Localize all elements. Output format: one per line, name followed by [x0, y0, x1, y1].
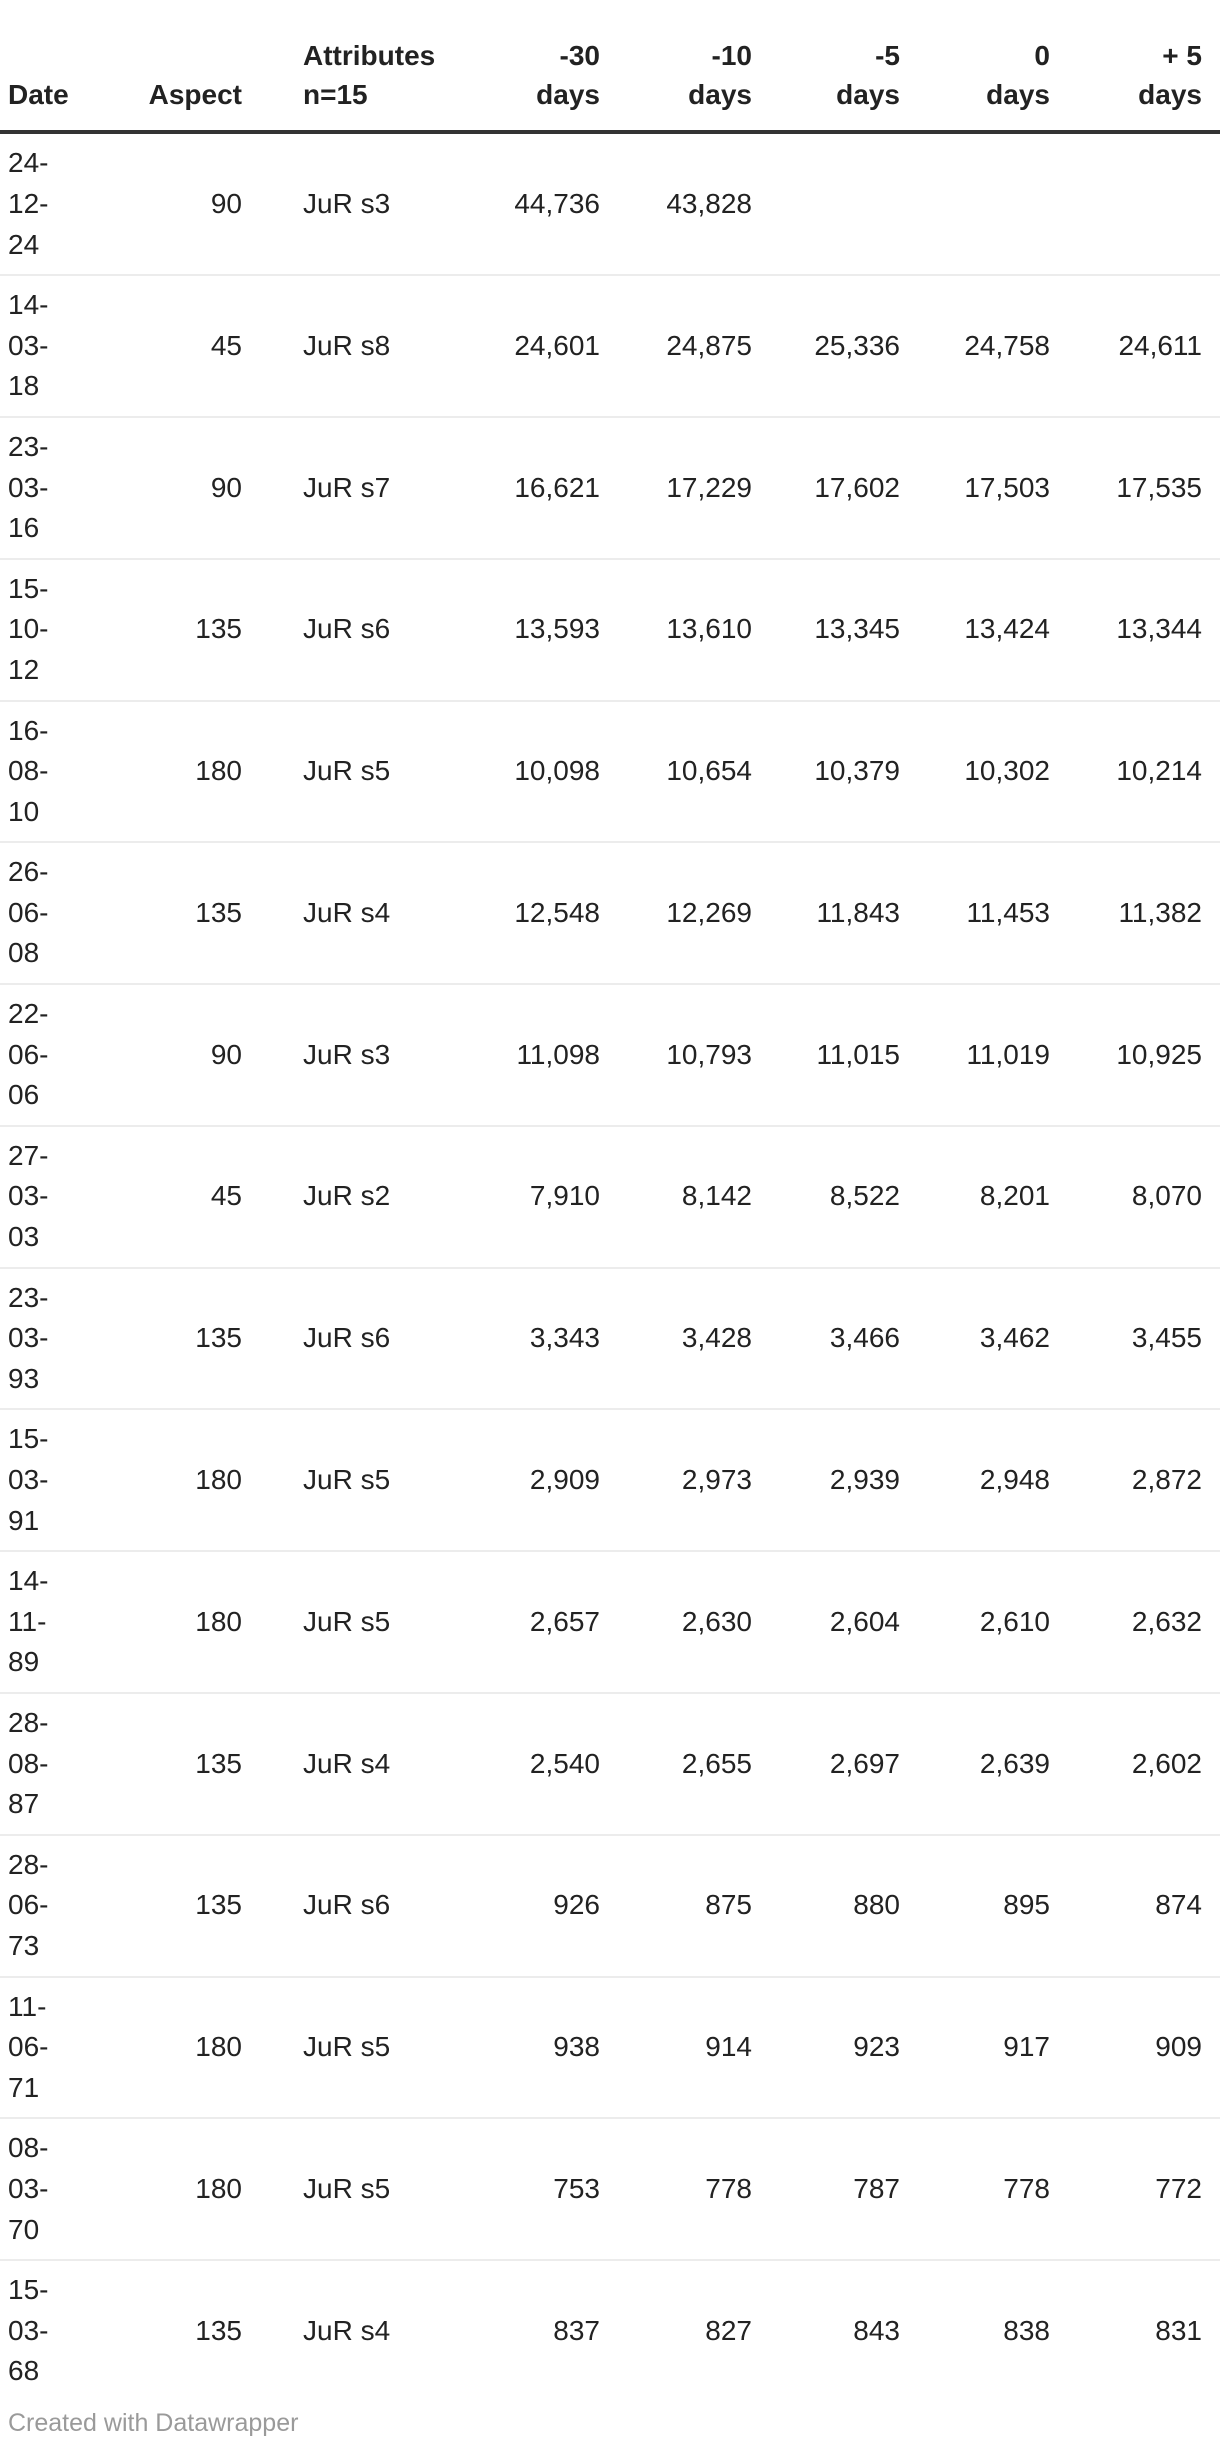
- table-cell-plus5-days: 24,611: [1050, 275, 1220, 417]
- table-cell-minus30-days: 7,910: [460, 1126, 600, 1268]
- table-cell-minus10-days: 3,428: [600, 1268, 752, 1410]
- table-cell-minus30-days: 11,098: [460, 984, 600, 1126]
- table-cell-attributes: JuR s5: [242, 2118, 460, 2260]
- column-header-line: days: [986, 79, 1050, 111]
- table-cell-attributes: JuR s6: [242, 1835, 460, 1977]
- table-row: [0, 1693, 1220, 1835]
- table-row: [0, 559, 1220, 701]
- column-header-line: -10: [711, 40, 752, 71]
- table-cell-aspect: 135: [72, 1268, 242, 1410]
- table-row: [0, 2260, 1220, 2401]
- table-row: [0, 1268, 1220, 1410]
- column-header-minus10-days: [600, 0, 752, 132]
- table-cell-date: 15-03-91: [0, 1409, 72, 1551]
- table-row: [0, 1551, 1220, 1693]
- column-header-line: + 5: [1162, 40, 1202, 71]
- table-cell-date: 15-03-68: [0, 2260, 72, 2401]
- table-cell-aspect: 90: [72, 984, 242, 1126]
- table-cell-attributes: JuR s4: [242, 842, 460, 984]
- table-cell-aspect: 135: [72, 1835, 242, 1977]
- table-cell-date: 22-06-06: [0, 984, 72, 1126]
- table-cell-minus10-days: 778: [600, 2118, 752, 2260]
- table-cell-attributes: JuR s2: [242, 1126, 460, 1268]
- table-cell-date: 16-08-10: [0, 701, 72, 843]
- table-cell-minus10-days: 875: [600, 1835, 752, 1977]
- table-cell-plus5-days: 772: [1050, 2118, 1220, 2260]
- table-cell-minus10-days: 914: [600, 1977, 752, 2119]
- column-header-line: days: [688, 79, 752, 111]
- table-cell-0-days: 2,639: [900, 1693, 1050, 1835]
- table-cell-minus30-days: 12,548: [460, 842, 600, 984]
- table-cell-aspect: 135: [72, 559, 242, 701]
- table-cell-aspect: 135: [72, 1693, 242, 1835]
- table-cell-attributes: JuR s3: [303, 187, 391, 219]
- column-header-line: 0: [1034, 40, 1050, 71]
- table-cell-minus30-days: 753: [460, 2118, 600, 2260]
- column-header-line: Aspect: [148, 79, 242, 111]
- table-cell-0-days: 24,758: [900, 275, 1050, 417]
- table-cell-date: 24-12-24: [8, 147, 49, 260]
- table-cell-minus10-days: 24,875: [600, 275, 752, 417]
- table-cell-minus30-days: 24,601: [460, 275, 600, 417]
- table-cell-minus5-days: 17,602: [752, 417, 900, 559]
- table-cell-minus30-days: 16,621: [460, 417, 600, 559]
- table-cell-0-days: 895: [900, 1835, 1050, 1977]
- table-cell-attributes: JuR s4: [242, 1693, 460, 1835]
- table-cell-date: 14-03-18: [0, 275, 72, 417]
- table-cell-attributes: JuR s5: [242, 1977, 460, 2119]
- table-cell-0-days: 11,019: [900, 984, 1050, 1126]
- table-row: [0, 1409, 1220, 1551]
- table-cell-0-days: 2,948: [900, 1409, 1050, 1551]
- table-cell-plus5-days: 10,214: [1050, 701, 1220, 843]
- table-cell-minus5-days: 11,843: [752, 842, 900, 984]
- table-cell-minus5-days: 3,466: [752, 1268, 900, 1410]
- table-cell-plus5-days: 2,872: [1050, 1409, 1220, 1551]
- table-row: [0, 842, 1220, 984]
- table-cell-0-days: [900, 132, 1050, 275]
- table-cell-plus5-days: 874: [1050, 1835, 1220, 1977]
- table-cell-minus10-days: 13,610: [600, 559, 752, 701]
- table-cell-minus30-days: 2,657: [460, 1551, 600, 1693]
- table-cell-plus5-days: 909: [1050, 1977, 1220, 2119]
- table-header-row: [0, 0, 1220, 132]
- table-cell-aspect: 45: [72, 1126, 242, 1268]
- table-cell-aspect: 135: [72, 2260, 242, 2401]
- table-cell-aspect: 90: [72, 417, 242, 559]
- column-header-line: -30: [559, 40, 600, 71]
- table-cell-minus5-days: 2,604: [752, 1551, 900, 1693]
- table-cell-date: 14-11-89: [0, 1551, 72, 1693]
- table-row: [0, 1126, 1220, 1268]
- table-cell-attributes: JuR s6: [242, 559, 460, 701]
- table-row: [0, 2118, 1220, 2260]
- table-cell-minus10-days: 17,229: [600, 417, 752, 559]
- table-cell-minus5-days: 843: [752, 2260, 900, 2401]
- table-cell-plus5-days: 10,925: [1050, 984, 1220, 1126]
- column-header-line: days: [836, 79, 900, 111]
- table-cell-minus5-days: 787: [752, 2118, 900, 2260]
- table-row: [0, 984, 1220, 1126]
- table-cell-attributes: JuR s5: [242, 1409, 460, 1551]
- table-cell-minus30-days: 2,909: [460, 1409, 600, 1551]
- table-cell-attributes: JuR s7: [242, 417, 460, 559]
- table-cell-0-days: 8,201: [900, 1126, 1050, 1268]
- table-cell-date: 08-03-70: [0, 2118, 72, 2260]
- table-cell-minus30-days: 938: [460, 1977, 600, 2119]
- table-cell-date: 15-10-12: [0, 559, 72, 701]
- table-cell-0-days: 838: [900, 2260, 1050, 2401]
- table-row: [0, 417, 1220, 559]
- table-cell-minus10-days: 2,655: [600, 1693, 752, 1835]
- table-cell-attributes: JuR s3: [242, 984, 460, 1126]
- table-cell-date: 28-08-87: [0, 1693, 72, 1835]
- column-header-plus5-days: [1050, 0, 1220, 132]
- table-cell-plus5-days: 2,602: [1050, 1693, 1220, 1835]
- table-cell-aspect: 180: [72, 1409, 242, 1551]
- column-header-line: days: [1138, 79, 1202, 111]
- table-header: [0, 0, 1220, 132]
- table-cell-0-days: 917: [900, 1977, 1050, 2119]
- table-cell-aspect: 45: [72, 275, 242, 417]
- table-cell-minus30-days: 926: [460, 1835, 600, 1977]
- table-cell-minus5-days: 2,939: [752, 1409, 900, 1551]
- table-cell-minus30-days: 10,098: [460, 701, 600, 843]
- table-cell-plus5-days: 17,535: [1050, 417, 1220, 559]
- table-cell-plus5-days: 3,455: [1050, 1268, 1220, 1410]
- table-cell-aspect: 180: [72, 2118, 242, 2260]
- column-header-aspect: [72, 0, 242, 132]
- column-header-minus30-days: [460, 0, 600, 132]
- table-cell-plus5-days: 11,382: [1050, 842, 1220, 984]
- table-cell-plus5-days: [1050, 132, 1220, 275]
- column-header-line: n=15: [303, 79, 368, 111]
- column-header-line: Attributes: [303, 40, 436, 71]
- table-cell-minus10-days: 10,654: [600, 701, 752, 843]
- table-row: [0, 1835, 1220, 1977]
- table-cell-aspect: 135: [72, 842, 242, 984]
- column-header-minus5-days: [752, 0, 900, 132]
- table-cell-minus5-days: 8,522: [752, 1126, 900, 1268]
- table-body: [0, 132, 1220, 2401]
- table-cell-plus5-days: 831: [1050, 2260, 1220, 2401]
- table-cell-minus5-days: [752, 132, 900, 275]
- table-cell-minus10-days: 827: [600, 2260, 752, 2401]
- column-header-attributes: [242, 0, 460, 132]
- table-cell-minus5-days: 10,379: [752, 701, 900, 843]
- table-cell-minus5-days: 2,697: [752, 1693, 900, 1835]
- table-cell-aspect: 180: [72, 701, 242, 843]
- table-cell-0-days: 2,610: [900, 1551, 1050, 1693]
- table-cell-minus30-days: 837: [460, 2260, 600, 2401]
- table-cell-attributes: JuR s5: [242, 701, 460, 843]
- table-cell-aspect: 90: [210, 187, 242, 219]
- table-cell-0-days: 3,462: [900, 1268, 1050, 1410]
- table-cell-date: 23-03-16: [0, 417, 72, 559]
- table-row: [0, 1977, 1220, 2119]
- table-cell-date: 27-03-03: [0, 1126, 72, 1268]
- table-cell-minus30-days: 44,736: [514, 187, 600, 219]
- table-cell-attributes: JuR s4: [242, 2260, 460, 2401]
- table-cell-plus5-days: 2,632: [1050, 1551, 1220, 1693]
- datawrapper-attribution-link[interactable]: Created with Datawrapper: [8, 2408, 299, 2437]
- table-cell-minus10-days: 2,630: [600, 1551, 752, 1693]
- table-cell-minus5-days: 880: [752, 1835, 900, 1977]
- table-cell-attributes: JuR s5: [242, 1551, 460, 1693]
- table-cell-minus5-days: 923: [752, 1977, 900, 2119]
- table-cell-minus10-days: 10,793: [600, 984, 752, 1126]
- table-cell-aspect: 180: [72, 1551, 242, 1693]
- table-cell-minus5-days: 25,336: [752, 275, 900, 417]
- table-cell-minus10-days: 12,269: [600, 842, 752, 984]
- column-header-line: days: [536, 79, 600, 111]
- table-cell-aspect: 180: [72, 1977, 242, 2119]
- table-cell-date: 11-06-71: [0, 1977, 72, 2119]
- table-cell-0-days: 13,424: [900, 559, 1050, 701]
- table-cell-date: 28-06-73: [0, 1835, 72, 1977]
- table-row: [0, 701, 1220, 843]
- table-cell-minus5-days: 11,015: [752, 984, 900, 1126]
- table-cell-attributes: JuR s6: [242, 1268, 460, 1410]
- table-cell-0-days: 10,302: [900, 701, 1050, 843]
- column-header-0-days: [900, 0, 1050, 132]
- table-cell-0-days: 778: [900, 2118, 1050, 2260]
- table-cell-minus10-days: 2,973: [600, 1409, 752, 1551]
- table-cell-minus30-days: 2,540: [460, 1693, 600, 1835]
- table-cell-attributes: JuR s8: [242, 275, 460, 417]
- column-header-date: [0, 0, 72, 132]
- table-cell-date: 23-03-93: [0, 1268, 72, 1410]
- column-header-line: -5: [875, 40, 900, 71]
- table-cell-plus5-days: 8,070: [1050, 1126, 1220, 1268]
- table-cell-plus5-days: 13,344: [1050, 559, 1220, 701]
- table-cell-minus10-days: 43,828: [666, 187, 752, 219]
- table-cell-0-days: 17,503: [900, 417, 1050, 559]
- table-cell-0-days: 11,453: [900, 842, 1050, 984]
- table-cell-date: 26-06-08: [0, 842, 72, 984]
- table-cell-minus30-days: 13,593: [460, 559, 600, 701]
- column-header-line: Date: [8, 79, 69, 111]
- table-row: [0, 275, 1220, 417]
- table-row: [0, 132, 1220, 275]
- table-cell-minus5-days: 13,345: [752, 559, 900, 701]
- table-cell-minus30-days: 3,343: [460, 1268, 600, 1410]
- table-cell-minus10-days: 8,142: [600, 1126, 752, 1268]
